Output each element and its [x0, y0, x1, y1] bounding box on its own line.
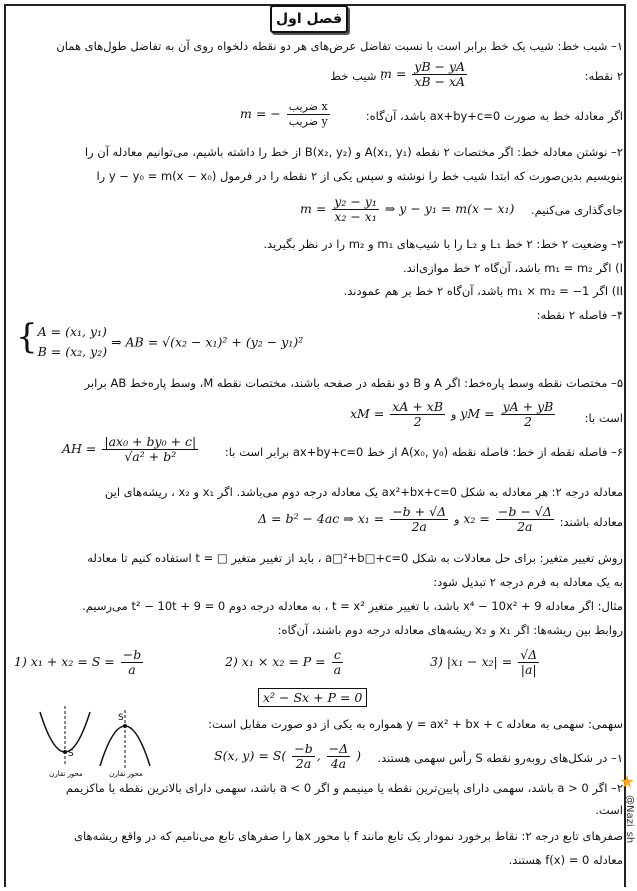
point-b: B = (x₂, y₂): [37, 344, 108, 359]
sp-equation: [258, 690, 367, 705]
sp-boxed: x² − Sx + P = 0: [258, 688, 367, 707]
and-word: و: [451, 408, 457, 421]
ah-den: √a² + b²: [124, 449, 177, 464]
m2-pre: m = −: [240, 106, 281, 121]
vertex-pre: S(x, y) = S(: [214, 748, 287, 763]
x2-num: −b − √Δ: [497, 504, 552, 519]
vertex-left: [63, 750, 67, 754]
point-line-distance: [62, 435, 200, 464]
vertex-right: [123, 724, 127, 728]
s3-line2: I) اگر m₁ = m₂ باشد، آن‌گاه ۲ خط موازی‌اند.: [403, 261, 623, 275]
axis-label-left: محور تقارن: [49, 770, 83, 778]
sub-line1: روش تغییر متغیر: برای حل معادلات به شکل a□²+b□+c=0 ، باید از تغییر متغیر □ = t استفاده کنیم تا معادله: [87, 551, 623, 565]
s5-line2: است با:: [584, 411, 623, 425]
parab-line1: سهمی: سهمی به معادله y = ax² + bx + c همواره به یکی از دو صورت مقابل است:: [208, 717, 623, 731]
s1-line2-post: : شیب خط: [330, 69, 384, 83]
quad-line2: معادله باشند:: [559, 515, 623, 529]
vertex-n1: −b: [294, 741, 313, 756]
vertex-close: ): [356, 748, 362, 763]
slope-coeff-formula: [240, 100, 332, 129]
line-eq-post: ⇒ y − y₁ = m(x − x₁): [384, 201, 515, 216]
quad-line1: معادله درجه ۲: هر معادله به شکل ax²+bx+c=0 یک معادله درجه دوم می‌باشد. اگر x₁ و x₂ ، ریشه‌های این: [104, 485, 623, 499]
r3-den: |a|: [520, 662, 537, 677]
s3-line1: ۳– وضعیت ۲ خط: ۲ خط L₁ و L₂ را با شیب‌های m₁ و m₂ را در نظر بگیرید.: [263, 237, 623, 251]
s1-line1: ۱– شیب خط: شیب یک خط برابر است با نسبت تفاضل عرض‌های هر دو نقطه دلخواه روی آن به تفاضل طول‌های همان: [56, 39, 623, 53]
s4-label: ۴– فاصله ۲ نقطه:: [536, 308, 623, 322]
s3-line3: II) اگر m₁ × m₂ = −1 باشد، آن‌گاه ۲ خط بر هم عمودند.: [343, 284, 623, 298]
s2-line1: ۲– نوشتن معادله خط: اگر مختصات ۲ نقطه A(x₁, y₁) و B(x₂, y₂) از خط را داشته باشیم، می‌توانیم معادله آن را: [84, 145, 623, 159]
delta-eq: Δ = b² − 4ac ⇒ x₁ =: [258, 511, 385, 526]
s5-line1: ۵– مختصات نقطه وسط پاره‌خط: اگر A و B دو نقطه در صفحه باشند، مختصات نقطه M، وسط پاره‌خط AB برابر: [84, 376, 623, 390]
ah-num: |ax₀ + by₀ + c|: [104, 434, 197, 449]
parab-line4: است.: [595, 803, 623, 817]
midpoint-formula: [350, 400, 557, 429]
vertex-formula: S(x, y) = S( $\frac{-b}{2a}$ , $\frac{-\Delta}{4a}$ ): [214, 741, 362, 771]
ym-den: 2: [524, 414, 532, 429]
s2-line3: جای‌گذاری می‌کنیم.: [531, 203, 623, 217]
s6-line: ۶– فاصله نقطه از خط: فاصله نقطه A(x₀, y₀) از خط ax+by+c=0 برابر است با:: [224, 445, 623, 459]
quadratic-formula: [258, 505, 556, 534]
m-eq: m =: [380, 66, 407, 81]
and-word-2: و: [454, 513, 460, 526]
sub-line2: به یک معادله به فرم درجه ۲ تبدیل شود:: [433, 575, 623, 589]
line-eq-num: y₂ − y₁: [334, 194, 377, 209]
ah-label: AH =: [62, 441, 97, 456]
xm-den: 2: [413, 414, 422, 429]
zeros-line2: معادله f(x) = 0 هستند.: [508, 853, 623, 867]
r2-num: c: [332, 648, 343, 663]
r2-label: 2) x₁ × x₂ = P =: [225, 654, 326, 669]
ym-label: yM =: [460, 406, 495, 421]
sub-example: مثال: اگر معادله x⁴ − 10x² + 9 باشد، با تغییر متغیر t = x² ، به معادله درجه دوم t² − 10t + 9 = 0 می‌رسیم.: [82, 599, 623, 613]
distance-formula: { A = (x₁, y₁) B = (x₂, y₂) ⇒ AB = √(x₂ − x₁)² + (y₂ − y₁)²: [16, 322, 303, 362]
r1-den: a: [128, 662, 136, 677]
s1-line2-pre: ۲ نقطه:: [584, 69, 623, 83]
s2-line2: بنویسیم بدین‌صورت که ابتدا شیب خط را نوشته و سپس یکی از ۲ نقطه را در فرمول y − y₀ = m(x − x₀) را: [96, 169, 623, 183]
r1-label: 1) x₁ + x₂ = S =: [14, 654, 115, 669]
r3-label: 3) |x₁ − x₂| =: [430, 654, 513, 669]
r2-den: a: [333, 662, 342, 677]
axis-label-right: محور تقارن: [109, 770, 143, 778]
s-label-left: S: [68, 749, 74, 759]
x2-den: 2a: [517, 519, 533, 534]
ym-num: yA + yB: [502, 399, 554, 414]
s1-line3: اگر معادله خط به صورت ax+by+c=0 باشد، آن‌گاه:: [365, 109, 623, 123]
r3-num: √Δ: [520, 647, 538, 662]
x2-label: x₂ =: [463, 511, 490, 526]
xm-label: xM =: [350, 406, 385, 421]
parab-line3: ۲– اگر a > 0 باشد، سهمی دارای پایین‌ترین نقطه یا مینیمم و اگر a < 0 باشد، سهمی دارای بالاترین نقطه یا ماکزیمم: [65, 781, 623, 795]
distance-result: ⇒ AB = √(x₂ − x₁)² + (y₂ − y₁)²: [111, 334, 304, 350]
diff-of-roots: [430, 648, 541, 677]
line-eq-formula: [300, 195, 514, 224]
point-a: A = (x₁, y₁): [37, 324, 107, 339]
m2-den: ضریب y: [288, 115, 328, 128]
sum-of-roots: [14, 648, 145, 677]
product-of-roots: [225, 648, 345, 677]
x1-num: −b + √Δ: [392, 504, 447, 519]
parabola-diagrams: [30, 706, 160, 778]
line-eq-den: x₂ − x₁: [334, 209, 377, 224]
parab-line2: ۱– در شکل‌های روبه‌رو نقطه S رأس سهمی هستند.: [377, 751, 623, 765]
chapter-title: فصل اول: [270, 5, 348, 33]
x1-den: 2a: [411, 519, 427, 534]
xm-num: xA + xB: [392, 399, 444, 414]
vertex-n2: −Δ: [328, 741, 349, 756]
zeros-line1: صفرهای تابع درجه ۲: نقاط برخورد نمودار یک تابع مانند f با محور xها را صفرهای تابع می‌نامیم که در واقع ریشه‌های: [74, 829, 623, 843]
slope-num: yB − yA: [414, 59, 466, 74]
line-eq-pre: m =: [300, 201, 327, 216]
m2-num: ضریب x: [287, 100, 330, 115]
vertex-d2: 4a: [330, 756, 347, 771]
r1-num: −b: [122, 647, 142, 662]
roots-line: روابط بین ریشه‌ها: اگر x₁ و x₂ ریشه‌های معادله درجه دوم باشند، آن‌گاه:: [277, 623, 623, 637]
s-label-right: S: [118, 713, 124, 723]
watermark: @Nazi_sh: [624, 795, 635, 844]
vertex-d1: 2a: [295, 756, 312, 771]
slope-den: xB − xA: [414, 74, 466, 89]
slope-formula: [380, 60, 469, 89]
